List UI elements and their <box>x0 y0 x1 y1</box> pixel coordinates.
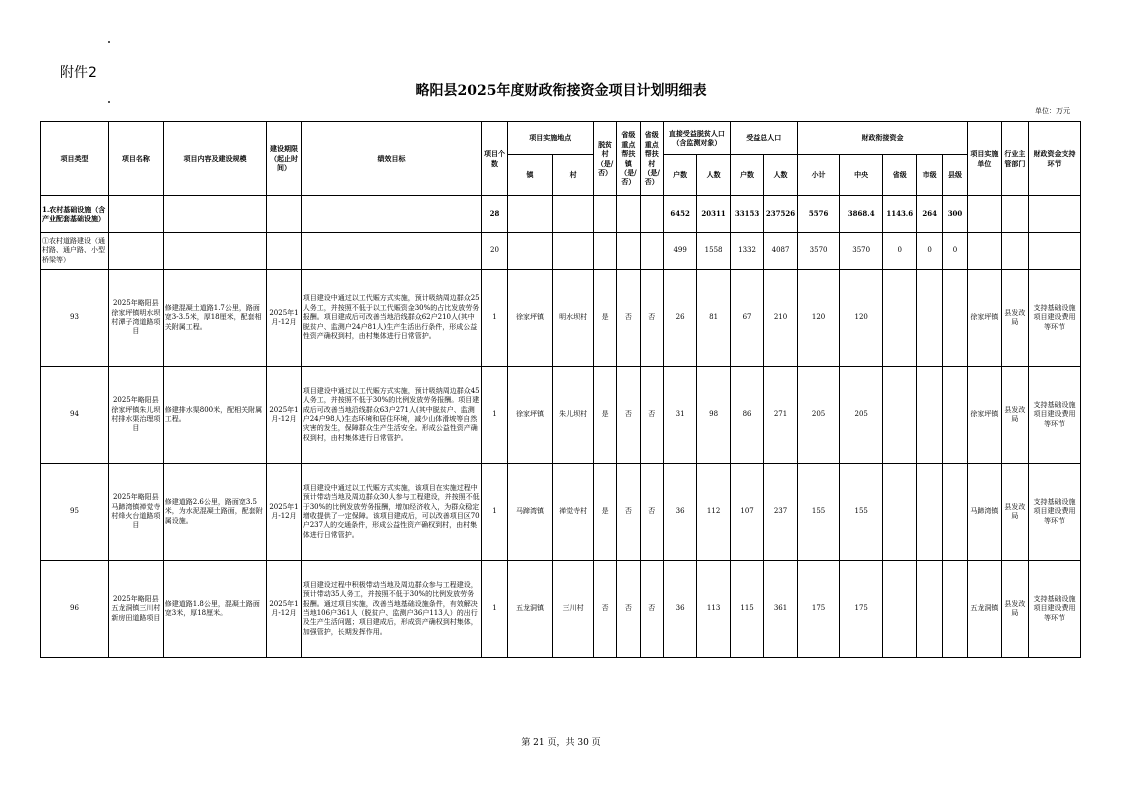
cell-count: 20 <box>482 233 507 270</box>
header-prov-town: 省级重点帮扶镇（是/否） <box>617 122 640 196</box>
attachment-label: 附件2 <box>60 65 97 81</box>
cell-central: 155 <box>840 464 883 561</box>
header-total-people: 人数 <box>764 155 797 196</box>
cell-goal: 项目建设中通过以工代赈方式实施，预计吸纳周边群众25人务工，并按照不低于以工代赈资金30%的占比发放劳务报酬。项目建成后可改善当地沿线群众62户210人(其中脱贫户、监测户24户81人)生产生活出行条件，形成公益性资产确权到村，由村集体进行日常管护。 <box>301 270 482 367</box>
scan-dot <box>108 101 110 103</box>
cell-support: 支持基础设施项目建设费用等环节 <box>1029 561 1081 658</box>
cell-pvil <box>640 196 663 233</box>
cell-village: 明水坝村 <box>553 270 594 367</box>
cell-sub: 120 <box>797 270 840 367</box>
cell-count: 1 <box>482 270 507 367</box>
cell-prov <box>882 367 916 464</box>
cell-unit <box>968 196 1001 233</box>
cell-count: 1 <box>482 464 507 561</box>
cell-count: 1 <box>482 367 507 464</box>
cell-central: 120 <box>840 270 883 367</box>
cell-type: ①农村道路建设（通村路、通户路、小型桥梁等） <box>41 233 109 270</box>
cell-poor: 是 <box>593 270 616 367</box>
header-county: 县级 <box>942 155 967 196</box>
cell-central: 3570 <box>840 233 883 270</box>
cell-city: 264 <box>917 196 942 233</box>
header-count: 项目个数 <box>482 122 507 196</box>
table-row <box>41 464 1081 561</box>
cell-period: 2025年1月-12月 <box>267 270 301 367</box>
cell-dh: 36 <box>663 561 696 658</box>
cell-period: 2025年1月-12月 <box>267 367 301 464</box>
cell-name: 2025年略阳县五龙洞镇三川村新房田道路项目 <box>108 561 163 658</box>
scan-dot <box>108 41 110 43</box>
cell-village: 禅觉寺村 <box>553 464 594 561</box>
cell-dept <box>1001 233 1028 270</box>
cell-count: 1 <box>482 561 507 658</box>
cell-dept: 县发改局 <box>1001 561 1028 658</box>
cell-prov <box>882 464 916 561</box>
header-central: 中央 <box>840 155 883 196</box>
header-content: 项目内容及建设规模 <box>163 122 266 196</box>
cell-tp: 271 <box>764 367 797 464</box>
cell-type: 94 <box>41 367 109 464</box>
cell-dp: 1558 <box>697 233 730 270</box>
cell-poor: 是 <box>593 464 616 561</box>
cell-period <box>267 196 301 233</box>
unit-label: 单位：万元 <box>1035 107 1070 115</box>
cell-unit: 五龙洞镇 <box>968 561 1001 658</box>
header-impl-unit: 项目实施单位 <box>968 122 1001 196</box>
cell-content: 修建排水渠800米，配相关附属工程。 <box>163 367 266 464</box>
cell-pvil: 否 <box>640 367 663 464</box>
cell-th: 33153 <box>730 196 763 233</box>
cell-town: 马蹄湾镇 <box>507 464 553 561</box>
table-row <box>41 367 1081 464</box>
cell-unit: 徐家坪镇 <box>968 367 1001 464</box>
cell-pvil: 否 <box>640 464 663 561</box>
project-table <box>40 121 1081 658</box>
header-type: 项目类型 <box>41 122 109 196</box>
header-location: 项目实施地点 <box>507 122 593 155</box>
cell-village <box>553 233 594 270</box>
cell-town: 徐家坪镇 <box>507 367 553 464</box>
cell-goal <box>301 233 482 270</box>
table-row <box>41 196 1081 233</box>
header-city: 市级 <box>917 155 942 196</box>
cell-county: 300 <box>942 196 967 233</box>
cell-dh: 26 <box>663 270 696 367</box>
page-title: 略阳县2025年度财政衔接资金项目计划明细表 <box>415 83 707 99</box>
cell-dp: 81 <box>697 270 730 367</box>
header-support: 财政资金支持环节 <box>1029 122 1081 196</box>
header-total-benefit: 受益总人口 <box>730 122 797 155</box>
cell-tp: 4087 <box>764 233 797 270</box>
cell-content <box>163 196 266 233</box>
cell-town <box>507 196 553 233</box>
cell-poor <box>593 196 616 233</box>
cell-city <box>917 270 942 367</box>
cell-prov: 1143.6 <box>882 196 916 233</box>
header-prov-village: 省级重点帮扶村（是/否） <box>640 122 663 196</box>
cell-type: 96 <box>41 561 109 658</box>
cell-period: 2025年1月-12月 <box>267 561 301 658</box>
cell-prov <box>882 270 916 367</box>
cell-sub: 155 <box>797 464 840 561</box>
cell-prov <box>882 561 916 658</box>
cell-type: 93 <box>41 270 109 367</box>
cell-county <box>942 270 967 367</box>
header-total-households: 户数 <box>730 155 763 196</box>
cell-goal: 项目建设中通过以工代赈方式实施，该项目在实施过程中预计带动当地及周边群众30人参与工程建设，并按照不低于30%的比例发放劳务报酬，增加经济收入，为群众稳定增收提供了一定保障。该项目建成后，可以改善项目区70户237人的交通条件，形成公益性资产确权到村，由村集体进行日常管护。 <box>301 464 482 561</box>
cell-support <box>1029 233 1081 270</box>
header-subtotal: 小计 <box>797 155 840 196</box>
cell-dp: 98 <box>697 367 730 464</box>
cell-tp: 361 <box>764 561 797 658</box>
cell-sub: 5576 <box>797 196 840 233</box>
cell-sub: 3570 <box>797 233 840 270</box>
header-village: 村 <box>553 155 594 196</box>
cell-content: 修建道路1.8公里，混凝土路面宽3米，厚18厘米。 <box>163 561 266 658</box>
cell-central: 205 <box>840 367 883 464</box>
cell-village: 朱儿坝村 <box>553 367 594 464</box>
cell-dh: 6452 <box>663 196 696 233</box>
cell-name <box>108 196 163 233</box>
cell-support: 支持基础设施项目建设费用等环节 <box>1029 270 1081 367</box>
cell-th: 1332 <box>730 233 763 270</box>
cell-name: 2025年略阳县马蹄湾镇禅觉寺村烽火台道路项目 <box>108 464 163 561</box>
table-row <box>41 270 1081 367</box>
cell-pvil: 否 <box>640 561 663 658</box>
cell-central: 175 <box>840 561 883 658</box>
cell-ptown <box>617 196 640 233</box>
cell-th: 67 <box>730 270 763 367</box>
cell-unit: 马蹄湾镇 <box>968 464 1001 561</box>
cell-poor: 是 <box>593 367 616 464</box>
cell-prov: 0 <box>882 233 916 270</box>
header-town: 镇 <box>507 155 553 196</box>
cell-ptown: 否 <box>617 270 640 367</box>
cell-sub: 205 <box>797 367 840 464</box>
cell-goal <box>301 196 482 233</box>
cell-village: 三川村 <box>553 561 594 658</box>
header-funds: 财政衔接资金 <box>797 122 967 155</box>
cell-content: 修建混凝土道路1.7公里，路面宽3-3.5米，厚18厘米，配套相关附属工程。 <box>163 270 266 367</box>
cell-sub: 175 <box>797 561 840 658</box>
cell-dp: 20311 <box>697 196 730 233</box>
cell-type: 1.农村基础设施（含产业配套基础设施） <box>41 196 109 233</box>
cell-ptown: 否 <box>617 367 640 464</box>
cell-ptown: 否 <box>617 464 640 561</box>
cell-ptown: 否 <box>617 561 640 658</box>
cell-dept: 县发改局 <box>1001 367 1028 464</box>
header-name: 项目名称 <box>108 122 163 196</box>
cell-th: 107 <box>730 464 763 561</box>
cell-village <box>553 196 594 233</box>
cell-tp: 237 <box>764 464 797 561</box>
cell-pvil <box>640 233 663 270</box>
cell-support <box>1029 196 1081 233</box>
cell-name: 2025年略阳县徐家坪镇明水坝村潭子湾道路项目 <box>108 270 163 367</box>
cell-content: 修建道路2.6公里，路面宽3.5米，为水泥混凝土路面，配套附属设施。 <box>163 464 266 561</box>
cell-content <box>163 233 266 270</box>
cell-dp: 112 <box>697 464 730 561</box>
cell-support: 支持基础设施项目建设费用等环节 <box>1029 464 1081 561</box>
table-row <box>41 233 1081 270</box>
cell-town: 徐家坪镇 <box>507 270 553 367</box>
cell-unit: 徐家坪镇 <box>968 270 1001 367</box>
cell-name: 2025年略阳县徐家坪镇朱儿坝村排水渠治理项目 <box>108 367 163 464</box>
cell-dept: 县发改局 <box>1001 270 1028 367</box>
cell-tp: 237526 <box>764 196 797 233</box>
cell-goal: 项目建设过程中积极带动当地及周边群众参与工程建设，预计带动35人务工，并按照不低于30%的比例发放劳务报酬。通过项目实施，改善当地基础设施条件，有效解决当地106户361人（脱贫户、监测户36户113人）的出行及生产生活问题；项目建成后，形成资产确权到村集体，加强管护，长期发挥作用。 <box>301 561 482 658</box>
cell-dept <box>1001 196 1028 233</box>
cell-city: 0 <box>917 233 942 270</box>
cell-city <box>917 561 942 658</box>
header-provincial: 省级 <box>882 155 916 196</box>
cell-th: 86 <box>730 367 763 464</box>
cell-support: 支持基础设施项目建设费用等环节 <box>1029 367 1081 464</box>
header-period: 建设期限（起止时间） <box>267 122 301 196</box>
cell-town: 五龙洞镇 <box>507 561 553 658</box>
cell-name <box>108 233 163 270</box>
cell-type: 95 <box>41 464 109 561</box>
cell-county: 0 <box>942 233 967 270</box>
table-row <box>41 561 1081 658</box>
header-poor-village: 脱贫村（是/否） <box>593 122 616 196</box>
header-goal: 绩效目标 <box>301 122 482 196</box>
cell-goal: 项目建设中通过以工代赈方式实施，预计吸纳周边群众45人务工，并按照不低于30%的比例发放劳务报酬。项目建成后可改善当地沿线群众63户271人(其中脱贫户、监测户24户98人)生态环境和居住环境，减少山体滑坡等自然灾害的发生，保障群众生产生活安全。形成公益性资产确权到村，由村集体进行日常管护。 <box>301 367 482 464</box>
header-direct-benefit: 直接受益脱贫人口（含监测对象） <box>663 122 730 155</box>
page-footer: 第 21 页，共 30 页 <box>521 738 601 748</box>
cell-central: 3868.4 <box>840 196 883 233</box>
cell-unit <box>968 233 1001 270</box>
header-dept: 行业主管部门 <box>1001 122 1028 196</box>
cell-poor: 否 <box>593 561 616 658</box>
cell-city <box>917 367 942 464</box>
cell-dh: 499 <box>663 233 696 270</box>
cell-tp: 210 <box>764 270 797 367</box>
header-direct-people: 人数 <box>697 155 730 196</box>
cell-count: 28 <box>482 196 507 233</box>
cell-dp: 113 <box>697 561 730 658</box>
header-direct-households: 户数 <box>663 155 696 196</box>
cell-dh: 36 <box>663 464 696 561</box>
cell-period <box>267 233 301 270</box>
cell-poor <box>593 233 616 270</box>
cell-county <box>942 464 967 561</box>
cell-period: 2025年1月-12月 <box>267 464 301 561</box>
cell-dh: 31 <box>663 367 696 464</box>
cell-town <box>507 233 553 270</box>
cell-pvil: 否 <box>640 270 663 367</box>
cell-ptown <box>617 233 640 270</box>
cell-county <box>942 561 967 658</box>
cell-city <box>917 464 942 561</box>
table-body <box>41 196 1081 658</box>
cell-th: 115 <box>730 561 763 658</box>
cell-dept: 县发改局 <box>1001 464 1028 561</box>
cell-county <box>942 367 967 464</box>
